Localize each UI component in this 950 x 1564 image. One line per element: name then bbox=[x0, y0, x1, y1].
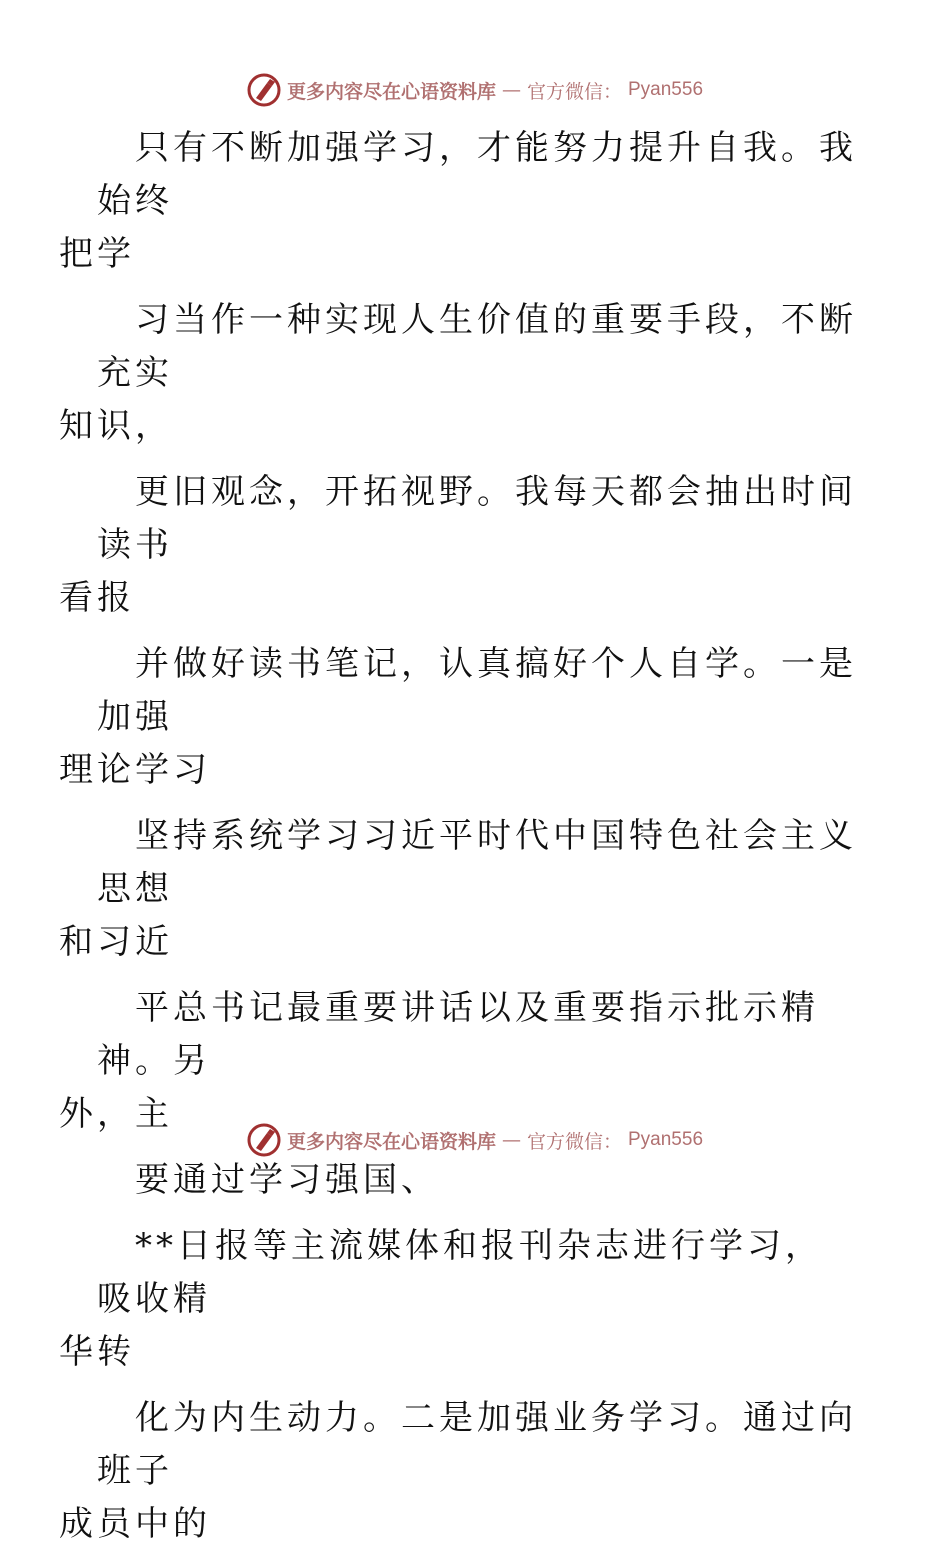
paragraph bbox=[59, 1220, 857, 1379]
paragraph-line-continued: 和习近 bbox=[59, 922, 173, 962]
footer-watermark bbox=[0, 1120, 950, 1160]
paragraph bbox=[59, 122, 857, 281]
paragraph bbox=[59, 1392, 857, 1551]
paragraph-line-continued: 外，主 bbox=[59, 1094, 173, 1134]
watermark-brand: 更多内容尽在心语资料库 bbox=[286, 1130, 496, 1153]
paragraph-line-continued: 成员中的 bbox=[59, 1504, 211, 1544]
paragraph-line: 要通过学习强国、 bbox=[135, 1160, 439, 1200]
watermark-wechat-id: Pyan556 bbox=[628, 79, 704, 100]
paragraph-line: 平总书记最重要讲话以及重要指示批示精神。另 bbox=[97, 988, 819, 1081]
paragraph-line: 更旧观念，开拓视野。我每天都会抽出时间读书 bbox=[97, 472, 857, 565]
paragraph-line: 习当作一种实现人生价值的重要手段，不断充实 bbox=[97, 300, 857, 393]
paragraph bbox=[59, 982, 857, 1141]
paragraph-line: 化为内生动力。二是加强业务学习。通过向班子 bbox=[97, 1398, 857, 1491]
paragraph-line-continued: 理论学习 bbox=[59, 750, 211, 790]
watermark-wechat-id: Pyan556 bbox=[628, 1129, 704, 1150]
paragraph-line-continued: 华转 bbox=[59, 1332, 135, 1372]
watermark-brand: 更多内容尽在心语资料库 bbox=[286, 80, 496, 103]
paragraph-line: 只有不断加强学习，才能努力提升自我。我始终 bbox=[97, 128, 857, 221]
paragraph-line-continued: 知识， bbox=[59, 406, 173, 446]
paragraph-line: 坚持系统学习习近平时代中国特色社会主义思想 bbox=[97, 816, 857, 909]
paragraph bbox=[59, 810, 857, 969]
paragraph-line: **日报等主流媒体和报刊杂志进行学习，吸收精 bbox=[97, 1226, 823, 1319]
watermark-separator: — bbox=[501, 79, 521, 101]
paragraph bbox=[59, 294, 857, 453]
paragraph-line-continued: 看报 bbox=[59, 578, 135, 618]
paragraph-line-continued: 把学 bbox=[59, 234, 135, 274]
paragraph bbox=[59, 638, 857, 797]
pen-logo-icon bbox=[247, 1123, 281, 1157]
document-body bbox=[59, 122, 857, 1564]
paragraph bbox=[97, 1154, 857, 1207]
header-watermark bbox=[0, 70, 950, 110]
pen-logo-icon bbox=[247, 73, 281, 107]
watermark-wechat-label: 官方微信： bbox=[526, 80, 622, 103]
paragraph-line: 并做好读书笔记，认真搞好个人自学。一是加强 bbox=[97, 644, 857, 737]
paragraph bbox=[59, 466, 857, 625]
watermark-wechat-label: 官方微信： bbox=[526, 1130, 622, 1153]
watermark-separator: — bbox=[501, 1129, 521, 1151]
